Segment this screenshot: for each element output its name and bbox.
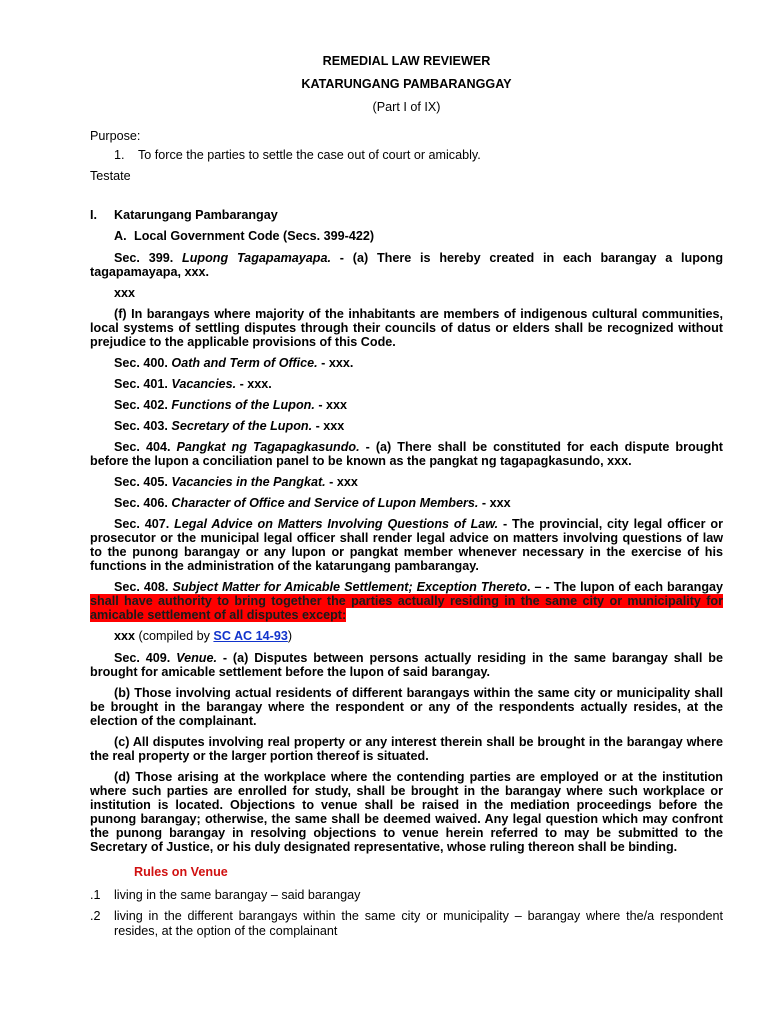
sec-406-label: Sec. 406. xyxy=(114,496,168,510)
testate-label: Testate xyxy=(90,169,131,183)
sec-406 xyxy=(90,496,723,510)
rule-item-text: living in the different barangays within the same city or municipality – barangay where the/a respondent resides, at the option of the complainant xyxy=(114,909,723,938)
document-page xyxy=(90,54,723,939)
sec-400-text: - xxx. xyxy=(317,356,354,370)
sec-402-title: Functions of the Lupon. xyxy=(171,398,315,412)
doc-part: (Part I of IX) xyxy=(372,100,441,114)
sec-401-label: Sec. 401. xyxy=(114,377,168,391)
xxx-line-1: xxx xyxy=(114,286,136,300)
sec-399-title: Lupong Tagapamayapa. xyxy=(182,251,331,265)
sec-404-title: Pangkat ng Tagapagkasundo. xyxy=(176,440,360,454)
paragraph-c: (c) All disputes involving real property or any interest therein shall be brought in the barangay where the real property or the larger portion thereof is situated. xyxy=(90,735,723,763)
sec-401-text: - xxx. xyxy=(236,377,272,391)
purpose-label: Purpose: xyxy=(90,129,141,143)
sec-408-title: Subject Matter for Amicable Settlement; Exception Thereto xyxy=(172,580,528,594)
rules-heading: Rules on Venue xyxy=(134,865,228,879)
rule-item-num: .2 xyxy=(90,909,101,923)
sec-400-title: Oath and Term of Office. xyxy=(171,356,318,370)
section-i-title: Katarungang Pambarangay xyxy=(114,208,278,222)
sec-406-text: - xxx xyxy=(478,496,511,510)
paragraph-f: (f) In barangays where majority of the inhabitants are members of indigenous cultural communities, local systems of settling disputes through their councils of datus or elders shall be recognized without prejudice to the applicable provisions of this Code. xyxy=(90,307,723,349)
sec-399-label: Sec. 399. xyxy=(114,251,174,265)
sec-404-label: Sec. 404. xyxy=(114,440,171,454)
sec-406-title: Character of Office and Service of Lupon Members. xyxy=(171,496,479,510)
sec-405-label: Sec. 405. xyxy=(114,475,168,489)
sec-408 xyxy=(90,580,723,622)
sec-405 xyxy=(90,475,723,489)
subsection-a-letter: A. xyxy=(114,229,127,243)
compiled-xxx: xxx xyxy=(114,629,136,643)
sec-403-title: Secretary of the Lupon. xyxy=(171,419,313,433)
purpose-item-text: To force the parties to settle the case out of court or amicably. xyxy=(138,148,481,162)
sec-409-text: - (a) Disputes between persons actually residing in the same barangay shall be brought for amicable settlement before the lupon of said barangay. xyxy=(90,651,723,679)
sec-407-title: Legal Advice on Matters Involving Questions of Law. xyxy=(174,517,499,531)
rule-item-num: .1 xyxy=(90,888,101,902)
sec-408-highlight: shall have authority to bring together the parties actually residing in the same city or municipality for amicable settlement of all disputes except: xyxy=(90,594,723,622)
sec-408-label: Sec. 408. xyxy=(114,580,169,594)
sec-407 xyxy=(90,517,723,573)
doc-subtitle: KATARUNGANG PAMBARANGGAY xyxy=(301,77,512,91)
sec-409-title: Venue. xyxy=(176,651,217,665)
sec-401-title: Vacancies. xyxy=(171,377,237,391)
sc-ac-link[interactable]: SC AC 14-93 xyxy=(213,629,288,643)
sec-404-text: - (a) There shall be constituted for each dispute brought before the lupon a conciliation panel to be known as the pangkat ng tagapagkasundo, xxx. xyxy=(90,440,723,468)
subsection-a-title: Local Government Code (Secs. 399-422) xyxy=(134,229,375,243)
paragraph-b: (b) Those involving actual residents of different barangays within the same city or municipality shall be brought in the barangay where the respondent or any of the respondents actually resides, at the election of the complainant. xyxy=(90,686,723,728)
purpose-item xyxy=(90,148,723,163)
paragraph-d: (d) Those arising at the workplace where the contending parties are employed or at the institution where such parties are enrolled for study, shall be brought in the barangay where such workplace or institution is located. Objections to venue shall be raised in the mediation proceedings before the punong barangay; otherwise, the same shall be deemed waived. Any legal question which may confront the punong barangay in resolving objections to venue herein referred to may be submitted to the Secretary of Justice, or his duly designated representative, whose ruling thereon shall be binding. xyxy=(90,770,723,854)
sec-402-text: - xxx xyxy=(314,398,348,412)
compiled-note xyxy=(90,629,723,644)
sec-404 xyxy=(90,440,723,468)
section-i-heading xyxy=(90,208,723,222)
compiled-prefix: (compiled by xyxy=(135,629,214,643)
sec-399 xyxy=(90,251,723,279)
sec-403-label: Sec. 403. xyxy=(114,419,168,433)
rule-item xyxy=(90,909,723,939)
sec-409 xyxy=(90,651,723,679)
compiled-suffix: ) xyxy=(287,629,293,643)
sec-407-text: - The provincial, city legal officer or prosecutor or the municipal legal officer shall render legal advice on matters involving questions of law to the punong barangay or any lupon or pangkat member whenever necessary in the exercise of his functions in the administration of the katarungang pambarangay. xyxy=(90,517,724,573)
sec-400 xyxy=(90,356,723,370)
sec-401 xyxy=(90,377,723,391)
sec-408-text: . – - The lupon of each barangay xyxy=(527,580,724,594)
sec-400-label: Sec. 400. xyxy=(114,356,168,370)
rule-item-text: living in the same barangay – said barangay xyxy=(114,888,361,902)
sec-409-label: Sec. 409. xyxy=(114,651,171,665)
rule-item xyxy=(90,888,723,903)
sec-399-text: - (a) There is hereby created in each barangay a lupong tagapamayapa, xxx. xyxy=(90,251,724,279)
sec-405-title: Vacancies in the Pangkat. xyxy=(171,475,326,489)
sec-403 xyxy=(90,419,723,433)
sec-402 xyxy=(90,398,723,412)
sec-405-text: - xxx xyxy=(325,475,358,489)
subsection-a-heading xyxy=(90,229,723,243)
sec-403-text: - xxx xyxy=(312,419,345,433)
sec-402-label: Sec. 402. xyxy=(114,398,168,412)
doc-title: REMEDIAL LAW REVIEWER xyxy=(322,54,491,68)
sec-407-label: Sec. 407. xyxy=(114,517,170,531)
section-i-num: I. xyxy=(90,208,97,222)
purpose-item-num: 1. xyxy=(114,148,125,162)
